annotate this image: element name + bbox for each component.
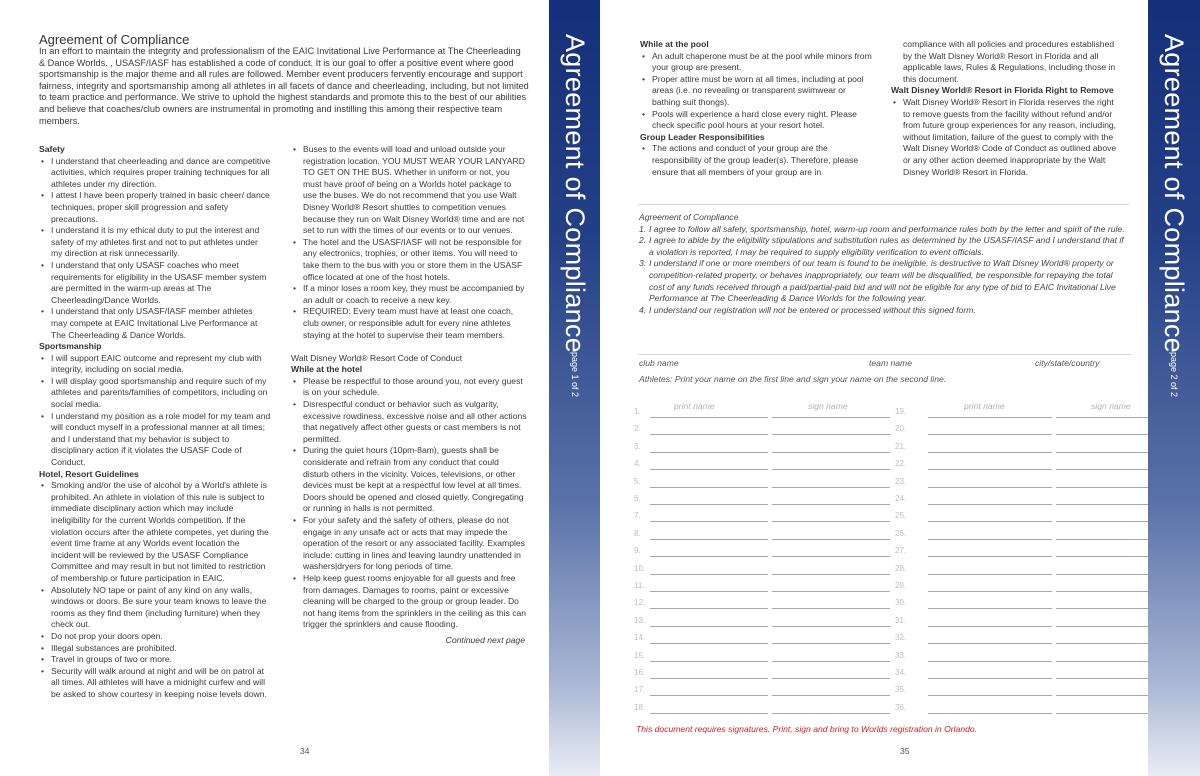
sign-name-line[interactable] [772, 678, 890, 679]
sign-name-line[interactable] [1056, 452, 1148, 453]
agreement-item-text: I agree to abide by the eligibility stipulations and substitution rules as determined by the USASF/IASF and I understand that if a violation is reported, I may be required to supply eligibility verification to event officials. [649, 235, 1124, 257]
print-name-header: print name [674, 401, 715, 411]
list-item: • Disrespectful conduct or behavior such as vulgarity, excessive rowdiness, excessive noise and all other actions that negatively affect other guests or cast members is not permitted. [291, 399, 527, 445]
print-name-line[interactable] [928, 487, 1052, 488]
list-item: • I attest I have been properly trained in basic cheer/ dance techniques, proper skill progression and safety precautions. [39, 190, 271, 225]
team-name-label: team name [869, 358, 912, 368]
list-item: • Do not prop your doors open. [39, 631, 271, 643]
city-label: city/state/country [1035, 358, 1100, 368]
sign-name-line[interactable] [1056, 626, 1148, 627]
sign-name-line[interactable] [772, 434, 890, 435]
list-item: • I understand my position as a role model for my team and will conduct myself in a professional manner at all times; and I understand that my behavior is subject to disciplinary action if it violates the USASF Code of Conduct. [39, 411, 271, 469]
sign-name-line[interactable] [772, 608, 890, 609]
safety-list [39, 156, 271, 342]
right-to-remove-heading: Walt Disney World® Resort in Florida Right to Remove [891, 85, 1114, 96]
document-title: Agreement of Compliance [39, 32, 190, 47]
print-name-line[interactable] [650, 574, 768, 575]
sign-name-line[interactable] [772, 417, 890, 418]
sign-name-line[interactable] [1056, 487, 1148, 488]
row-number: 25. [895, 511, 907, 521]
club-name-label: club name [639, 358, 679, 368]
row-number: 8. [634, 528, 641, 538]
print-name-line[interactable] [928, 695, 1052, 696]
sign-name-line[interactable] [772, 591, 890, 592]
print-name-line[interactable] [928, 452, 1052, 453]
list-item: • I will support EAIC outcome and represent my club with integrity, including on social media. [39, 353, 271, 376]
agreement-section [639, 212, 1129, 316]
signature-row [600, 612, 1148, 629]
hotel-guidelines-heading: Hotel, Resort Guidelines [39, 468, 139, 479]
signature-row [600, 542, 1148, 559]
row-number: 17. [634, 685, 646, 695]
row-number: 35. [895, 685, 907, 695]
side-tab-right [1148, 0, 1200, 776]
list-item: • Proper attire must be worn at all times, including at pool areas (i.e. no revealing or transparent swimwear or bathing suit thongs). [640, 74, 876, 109]
list-item: • The actions and conduct of your group are the responsibility of the group leader(s). Therefore, please ensure that all members of your group are in [640, 143, 876, 178]
sign-name-line[interactable] [1056, 678, 1148, 679]
print-name-line[interactable] [650, 695, 768, 696]
print-name-header-2: print name [964, 401, 1005, 411]
row-number: 23. [895, 476, 907, 486]
list-item: • For your safety and the safety of others, please do not engage in any unsafe act or acts that may impede the operation of the resort or any associated facility. Examples include: cutting in lines and leaving laundry unattended in washers|dryers for long periods of time. [291, 515, 527, 573]
print-name-line[interactable] [650, 417, 768, 418]
print-name-line[interactable] [650, 487, 768, 488]
row-number: 7. [634, 511, 641, 521]
row-number: 22. [895, 459, 907, 469]
signature-row [600, 629, 1148, 646]
intro-paragraph: In an effort to maintain the integrity and professionalism of the EAIC Invitational Live Performance at The Cheerleading & Dance Worlds. , USASF/IASF has established a code of conduct. It is our goal to offer a positive event where good sportsmanship is the major theme and all rules are followed. Member event producers fervently encourage and support fairness, integrity and sportsmanship among all athletes in all facets of dance and cheerleading, including, but not limited to team practice and performance. We strive to uphold the highest standards and promote this to the best of our abilities and believe that coaches/club owners are instrumental in promoting and instilling this among their respective team members. [39, 46, 529, 126]
print-name-line[interactable] [650, 678, 768, 679]
athletes-instructions: Athletes: Print your name on the first line and sign your name on the second line. [639, 374, 947, 384]
agreement-item-number: 1. [639, 223, 647, 234]
sign-name-line[interactable] [772, 469, 890, 470]
sign-name-line[interactable] [1056, 643, 1148, 644]
pool-heading: While at the pool [640, 39, 709, 49]
print-name-line[interactable] [928, 469, 1052, 470]
list-item: • Walt Disney World® Resort in Florida reserves the right to remove guests from the facility without refund and/or from future group experiences for any reason, including, without limitation, failure of the guest to comply with the Walt Disney World® Code of Conduct as outlined above or any other action deemed inappropriate by the Walt Disney World® Resort in Florida. [891, 97, 1123, 178]
row-number: 33. [895, 650, 907, 660]
continued-next-page: Continued next page [445, 634, 525, 645]
row-number: 18. [634, 702, 646, 712]
sign-name-line[interactable] [1056, 556, 1148, 557]
sign-name-header: sign name [808, 401, 848, 411]
sign-name-line[interactable] [1056, 417, 1148, 418]
sign-name-line[interactable] [772, 661, 890, 662]
column-safety-hotel [39, 144, 271, 701]
list-item: • I understand that only USASF/IASF member athletes may compete at EAIC Invitational Live Performance at The Cheerleading & Dance Worlds. [39, 306, 271, 341]
agreement-item-text: I agree to follow all safety, sportsmanship, hotel, warm-up room and performance rules both by the letter and spirit of the rule. [649, 223, 1125, 234]
row-number: 13. [634, 615, 646, 625]
list-item: • During the quiet hours (10pm-8am), guests shall be considerate and refrain from any conduct that could disturb others in the vicinity. Voices, televisions, or other devices must be kept at a respectful low level at all times. Doors should be opened and closed quietly. Congregating or running in halls is not permitted. [291, 445, 527, 515]
agreement-item-number: 2. [639, 235, 647, 246]
print-name-line[interactable] [650, 434, 768, 435]
print-name-line[interactable] [650, 591, 768, 592]
row-number: 4. [634, 459, 641, 469]
row-number: 5. [634, 476, 641, 486]
while-at-hotel-list [291, 376, 527, 631]
signature-row [600, 681, 1148, 698]
pool-list [640, 51, 876, 132]
right-to-remove-list [891, 97, 1123, 178]
signature-row [600, 560, 1148, 577]
form-divider [638, 354, 1131, 355]
row-number: 34. [895, 668, 907, 677]
code-of-conduct-heading: Walt Disney World® Resort Code of Conduct [291, 352, 463, 363]
row-number: 1. [634, 407, 641, 416]
print-name-line[interactable] [650, 556, 768, 557]
print-name-line[interactable] [928, 661, 1052, 662]
row-number: 29. [895, 581, 907, 590]
sign-name-line[interactable] [1056, 434, 1148, 435]
sign-name-line[interactable] [772, 452, 890, 453]
list-item: • REQUIRED: Every team must have at least one coach, club owner, or responsible adult for every nine athletes staying at the hotel to supervise their team members. [291, 306, 527, 341]
sign-name-line[interactable] [1056, 469, 1148, 470]
agreement-heading: Agreement of Compliance [639, 212, 739, 222]
row-number: 10. [634, 563, 646, 573]
signature-row [600, 525, 1148, 542]
row-number: 24. [895, 494, 907, 503]
sign-name-line[interactable] [772, 487, 890, 488]
agreement-item-text: I understand our registration will not be entered or processed without this signed form. [649, 304, 976, 315]
sportsmanship-list [39, 353, 271, 469]
print-name-line[interactable] [928, 574, 1052, 575]
sign-name-line[interactable] [1056, 521, 1148, 522]
sportsmanship-heading: Sportsmanship [39, 341, 102, 352]
signature-requirement-note: This document requires signatures. Print, sign and bring to Worlds registration in Orlando. [636, 724, 978, 734]
row-number: 15. [634, 650, 646, 660]
list-item: • The hotel and the USASF/IASF will not be responsible for any electronics, trophies, or other items. You will need to take them to the bus with you or store them in the USASF office located at one of the host hotels. [291, 237, 527, 283]
print-name-line[interactable] [928, 678, 1052, 679]
sign-name-line[interactable] [772, 713, 890, 714]
print-name-line[interactable] [928, 608, 1052, 609]
row-number: 21. [895, 441, 907, 451]
sign-name-line[interactable] [1056, 608, 1148, 609]
list-item: • Security will walk around at night and will be on patrol at all times. All athletes will have a midnight curfew and will be asked to show courtesy in keeping noise levels down. [39, 666, 271, 701]
agreement-list [639, 224, 1129, 317]
signature-row [600, 594, 1148, 611]
row-number: 32. [895, 633, 907, 643]
print-name-line[interactable] [928, 417, 1052, 418]
page-number-left: 34 [300, 746, 310, 756]
list-item: • An adult chaperone must be at the pool while minors from your group are present. [640, 51, 876, 74]
print-name-line[interactable] [928, 504, 1052, 505]
list-item: • Please be respectful to those around you, not every guest is on your schedule. [291, 376, 527, 399]
signature-row [600, 473, 1148, 490]
print-name-line[interactable] [650, 643, 768, 644]
agreement-item [639, 235, 1129, 258]
print-name-line[interactable] [650, 608, 768, 609]
list-item: • I will display good sportsmanship and require such of my athletes and parents/families of competitors, including on social media. [39, 376, 271, 411]
hotel-guidelines-list [39, 480, 271, 700]
sign-name-line[interactable] [1056, 713, 1148, 714]
row-number: 31. [895, 615, 907, 625]
print-name-line[interactable] [928, 713, 1052, 714]
sign-name-line[interactable] [772, 574, 890, 575]
column-buses-code [291, 144, 527, 647]
sign-name-header-2: sign name [1091, 401, 1131, 411]
side-tab-title-2: Agreement of Compliance [1159, 34, 1189, 354]
sign-name-line[interactable] [1056, 661, 1148, 662]
side-tab-left [549, 0, 601, 776]
row-number: 9. [634, 546, 641, 556]
agreement-item [639, 258, 1129, 304]
row-number: 12. [634, 598, 646, 608]
leader-continuation: compliance with all policies and procedures established by the Walt Disney World® Resort in Florida and all applicable laws, Rules & Regulations, including those in this document. [903, 39, 1116, 84]
row-number: 2. [634, 424, 641, 434]
column-pool-leader [640, 39, 876, 178]
row-number: 27. [895, 546, 907, 556]
row-number: 28. [895, 563, 907, 573]
side-tab-title: Agreement of Compliance [560, 34, 590, 354]
sign-name-line[interactable] [772, 521, 890, 522]
row-number: 20. [895, 424, 907, 434]
row-number: 26. [895, 528, 907, 538]
list-item: • Buses to the events will load and unload outside your registration location. YOU MUST WEAR YOUR LANYARD TO GET ON THE BUS. Whether in uniform or not, you must have proof of being on a Worlds hotel package to use the buses. We do not recommend that you use Walt Disney World® Resort shuttles to competition venues because they run on Walt Disney World® time and are not set to run with the times of our events or to our venues. [291, 144, 527, 237]
row-number: 19. [895, 407, 907, 416]
list-item: • Help keep guest rooms enjoyable for all guests and free from damages. Damages to rooms, paint or excessive cleaning will be charged to the group or group leader. Do not hang items from the sprinklers in the ceiling as this can trigger the sprinklers and cause flooding. [291, 573, 527, 631]
row-number: 16. [634, 668, 646, 677]
group-leader-list [640, 143, 876, 178]
sign-name-line[interactable] [1056, 591, 1148, 592]
signature-row [600, 647, 1148, 664]
sign-name-line[interactable] [772, 626, 890, 627]
print-name-line[interactable] [928, 539, 1052, 540]
print-name-line[interactable] [650, 521, 768, 522]
page-number-right: 35 [900, 746, 910, 756]
print-name-line[interactable] [928, 591, 1052, 592]
row-number: 36. [895, 702, 907, 712]
side-tab-page-label-2: page 2 of 2 [1169, 352, 1179, 398]
signature-row [600, 699, 1148, 716]
agreement-item-text: I understand if one or more members of our team is found to be ineligible, is destructive to Walt Disney World® property or competition-related property, or behaves inappropriately, our team will be disqualified, be responsible for repaying the total cost of any funds received through a paid/partial-paid bid and will not be eligible for any type of bid to EAIC Invitational Live Performance at The Cheerleading & Dance Worlds for the following year. [649, 258, 1116, 304]
list-item: • If a minor loses a room key, they must be accompanied by an adult or coach to receive a new key. [291, 283, 527, 306]
section-divider [638, 204, 1129, 205]
signature-row [600, 420, 1148, 437]
signature-row [600, 664, 1148, 681]
sign-name-line[interactable] [772, 539, 890, 540]
row-number: 14. [634, 633, 646, 643]
print-name-line[interactable] [650, 661, 768, 662]
agreement-item [639, 305, 1129, 317]
signature-row [600, 577, 1148, 594]
sign-name-line[interactable] [772, 643, 890, 644]
print-name-line[interactable] [650, 539, 768, 540]
sign-name-line[interactable] [772, 556, 890, 557]
transport-list [291, 144, 527, 341]
print-name-line[interactable] [928, 556, 1052, 557]
print-name-line[interactable] [928, 434, 1052, 435]
page-34 [0, 0, 550, 776]
print-name-line[interactable] [928, 643, 1052, 644]
sign-name-line[interactable] [1056, 539, 1148, 540]
agreement-item-number: 4. [639, 304, 647, 315]
print-name-line[interactable] [928, 626, 1052, 627]
print-name-line[interactable] [650, 713, 768, 714]
row-number: 30. [895, 598, 907, 608]
column-right-to-remove [891, 39, 1123, 178]
print-name-line[interactable] [928, 521, 1052, 522]
list-item: • Travel in groups of two or more. [39, 654, 271, 666]
agreement-item [639, 224, 1129, 236]
print-name-line[interactable] [650, 626, 768, 627]
sign-name-line[interactable] [1056, 695, 1148, 696]
print-name-line[interactable] [650, 504, 768, 505]
list-item: • Absolutely NO tape or paint of any kind on any walls, windows or doors. Be sure your team knows to leave the rooms as they find them (including furniture) when they check out. [39, 585, 271, 631]
signature-row [600, 403, 1148, 420]
list-item: • I understand it is my ethical duty to put the interest and safety of my athletes first and not to put athletes under my direction at risk unnecessarily. [39, 225, 271, 260]
sign-name-line[interactable] [1056, 574, 1148, 575]
page-35 [600, 0, 1148, 776]
while-at-hotel-heading: While at the hotel [291, 364, 363, 375]
row-number: 6. [634, 494, 641, 503]
signature-row [600, 507, 1148, 524]
row-number: 3. [634, 441, 641, 451]
signature-row [600, 438, 1148, 455]
sign-name-line[interactable] [772, 504, 890, 505]
print-name-line[interactable] [650, 452, 768, 453]
group-leader-heading: Group Leader Responsibilities [640, 131, 765, 142]
signature-row [600, 490, 1148, 507]
sign-name-line[interactable] [1056, 504, 1148, 505]
list-item: • Smoking and/or the use of alcohol by a World's athlete is prohibited. An athlete in violation of this rule is subject to immediate disciplinary action which may include ineligibility for the current Worlds competition. If the violation occurs after the athlete competes, yet during the event time frame at any Worlds event location the incident will be reviewed by the USASF Compliance Committee and may result in but not limited to restriction of membership or future participation in EAIC. [39, 480, 271, 584]
side-tab-page-label: page 1 of 2 [570, 352, 580, 398]
safety-heading: Safety [39, 144, 65, 154]
list-item: • I understand that cheerleading and dance are competitive activities, which requires proper training techniques for all athletes under my direction. [39, 156, 271, 191]
signature-row [600, 455, 1148, 472]
list-item: • Illegal substances are prohibited. [39, 643, 271, 655]
row-number: 11. [634, 581, 645, 590]
sign-name-line[interactable] [772, 695, 890, 696]
list-item: • Pools will experience a hard close every night. Please check specific pool hours at your resort hotel. [640, 109, 876, 132]
print-name-line[interactable] [650, 469, 768, 470]
list-item: • I understand that only USASF coaches who meet requirements for eligibility in the USASF member system are permitted in the warm-up areas at The Cheerleading/Dance Worlds. [39, 260, 271, 306]
agreement-item-number: 3. [639, 258, 647, 269]
